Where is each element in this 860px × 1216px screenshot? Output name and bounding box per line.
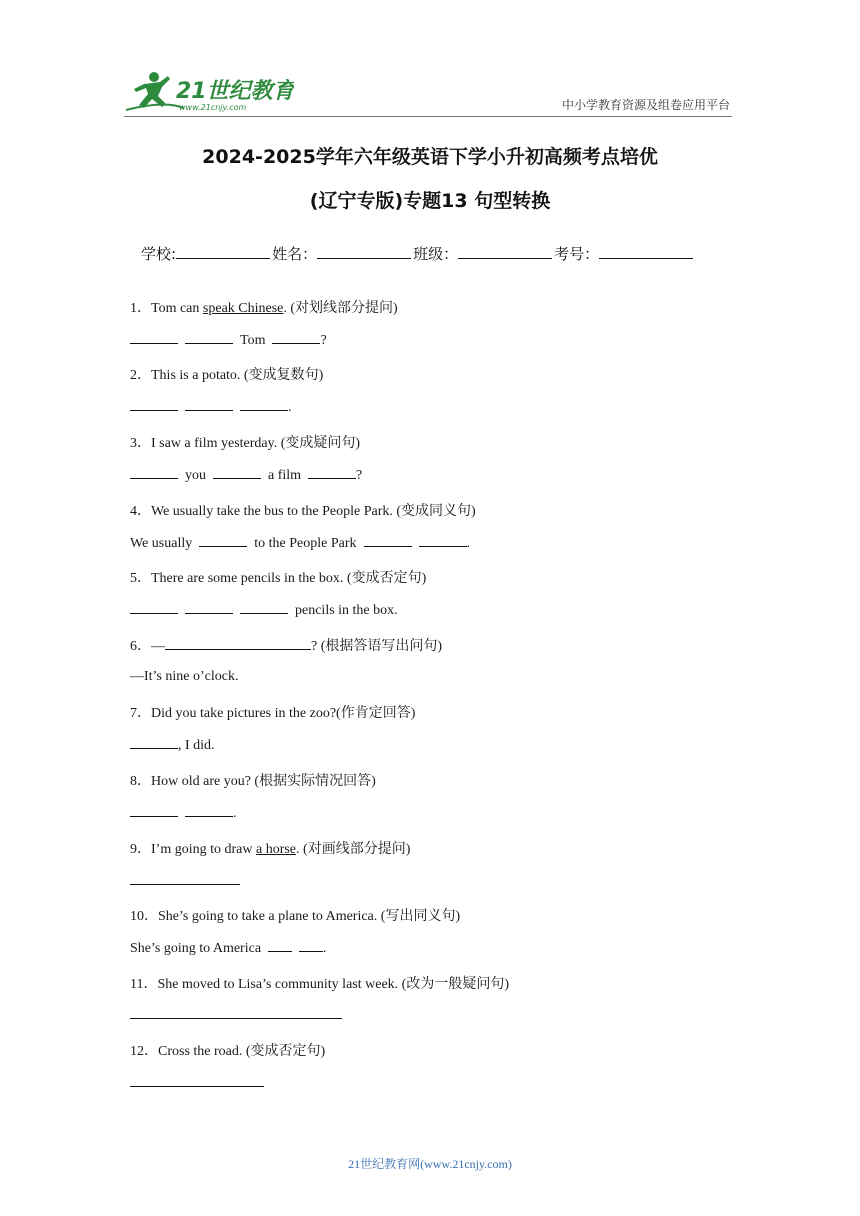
answer-blank[interactable]	[308, 466, 356, 479]
answer-7: , I did.	[130, 736, 215, 754]
question-7: 7．Did you take pictures in the zoo?(作肯定回答)	[130, 706, 416, 721]
question-9: 9．I’m going to draw a horse. (对画线部分提问)	[130, 842, 411, 857]
runner-logo-icon	[124, 70, 294, 114]
logo-text: 21世纪教育	[176, 79, 294, 104]
answer-5: pencils in the box.	[130, 601, 398, 619]
answer-blank[interactable]	[213, 466, 261, 479]
answer-3: you a film ?	[130, 466, 362, 484]
school-label: 学校:	[141, 245, 177, 263]
logo-url: www.21cnjy.com	[179, 103, 247, 112]
answer-blank[interactable]	[185, 331, 233, 344]
answer-blank[interactable]	[240, 398, 288, 411]
answer-blank[interactable]	[130, 872, 240, 885]
answer-12	[130, 1074, 264, 1092]
answer-blank[interactable]	[130, 804, 178, 817]
question-11: 11．She moved to Lisa’s community last week. (改为一般疑问句)	[130, 977, 509, 992]
answer-blank[interactable]	[364, 534, 412, 547]
number-blank[interactable]	[599, 244, 693, 259]
name-label: 姓名：	[272, 245, 318, 263]
answer-4: We usually to the People Park .	[130, 536, 471, 551]
answer-blank[interactable]	[299, 939, 323, 952]
answer-6: —It’s nine o’clock.	[130, 669, 239, 684]
answer-blank[interactable]	[130, 601, 178, 614]
footer-link[interactable]: 21世纪教育网(www.21cnjy.com)	[348, 1157, 512, 1171]
answer-blank[interactable]	[185, 804, 233, 817]
class-blank[interactable]	[458, 244, 552, 259]
class-label: 班级：	[413, 245, 459, 263]
name-blank[interactable]	[317, 244, 411, 259]
question-3: 3．I saw a film yesterday. (变成疑问句)	[130, 436, 361, 451]
answer-blank[interactable]	[130, 398, 178, 411]
school-blank[interactable]	[176, 244, 270, 259]
answer-blank[interactable]	[165, 637, 311, 650]
question-2: 2．This is a potato. (变成复数句)	[130, 368, 324, 383]
answer-8: .	[130, 804, 237, 822]
question-8: 8．How old are you? (根据实际情况回答)	[130, 774, 376, 789]
answer-blank[interactable]	[240, 601, 288, 614]
question-4: 4．We usually take the bus to the People Park. (变成同义句)	[130, 504, 476, 519]
answer-blank[interactable]	[130, 466, 178, 479]
answer-2: .	[130, 398, 292, 416]
answer-blank[interactable]	[130, 1006, 342, 1019]
page-title: 2024-2025学年六年级英语下学小升初高频考点培优	[202, 146, 658, 168]
question-12: 12．Cross the road. (变成否定句)	[130, 1044, 326, 1059]
question-6: 6．— ? (根据答语写出问句)	[130, 639, 443, 654]
number-label: 考号：	[554, 245, 600, 263]
answer-1: Tom ?	[130, 331, 327, 349]
answer-9	[130, 872, 240, 890]
answer-blank[interactable]	[268, 939, 292, 952]
answer-blank[interactable]	[199, 534, 247, 547]
answer-blank[interactable]	[130, 736, 178, 749]
answer-11	[130, 1006, 342, 1024]
underlined-phrase: speak Chinese	[202, 301, 284, 316]
answer-blank[interactable]	[419, 534, 467, 547]
answer-blank[interactable]	[130, 331, 178, 344]
underlined-phrase: a horse	[255, 842, 297, 857]
answer-blank[interactable]	[185, 398, 233, 411]
student-info-row	[141, 243, 695, 264]
answer-blank[interactable]	[185, 601, 233, 614]
question-10: 10．She’s going to take a plane to America. (写出同义句)	[130, 909, 461, 924]
answer-10: She’s going to America .	[130, 941, 327, 956]
answer-blank[interactable]	[272, 331, 320, 344]
answer-blank[interactable]	[130, 1074, 264, 1087]
header-divider	[124, 116, 732, 117]
question-5: 5．There are some pencils in the box. (变成否定句)	[130, 571, 427, 586]
platform-label: 中小学教育资源及组卷应用平台	[561, 98, 730, 112]
page-subtitle: (辽宁专版)专题13 句型转换	[309, 190, 551, 212]
logo	[124, 70, 294, 114]
question-1: 1．Tom can speak Chinese. (对划线部分提问)	[130, 301, 398, 316]
